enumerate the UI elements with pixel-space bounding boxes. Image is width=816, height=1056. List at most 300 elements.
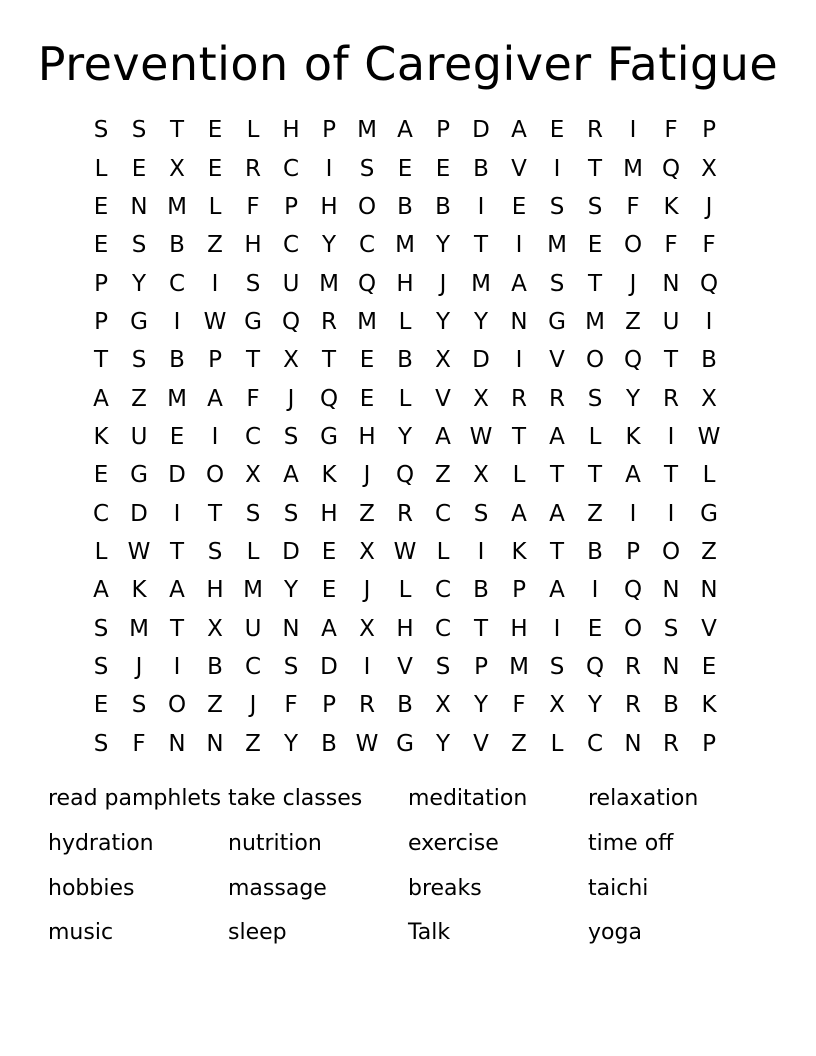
grid-letter[interactable]: E bbox=[435, 155, 451, 182]
grid-letter[interactable]: C bbox=[434, 577, 452, 604]
word-bank-item: yoga bbox=[588, 920, 642, 946]
grid-letter[interactable]: I bbox=[705, 308, 713, 335]
grid-letter[interactable]: T bbox=[549, 462, 565, 489]
grid-row bbox=[82, 264, 728, 302]
grid-letter[interactable]: S bbox=[131, 232, 147, 259]
grid-letter[interactable]: K bbox=[625, 423, 641, 450]
grid-letter[interactable]: I bbox=[173, 500, 181, 527]
grid-letter[interactable]: E bbox=[169, 423, 185, 450]
grid-letter[interactable]: M bbox=[167, 193, 187, 220]
grid-letter[interactable]: Y bbox=[587, 692, 603, 719]
grid-letter[interactable]: J bbox=[249, 692, 257, 719]
grid-letter[interactable]: M bbox=[509, 653, 529, 680]
grid-letter[interactable]: F bbox=[702, 232, 716, 259]
grid-letter[interactable]: E bbox=[93, 692, 109, 719]
grid-letter[interactable]: N bbox=[168, 730, 186, 757]
grid-letter[interactable]: T bbox=[207, 500, 223, 527]
grid-letter[interactable]: N bbox=[662, 270, 680, 297]
grid-letter[interactable]: J bbox=[363, 462, 371, 489]
grid-letter[interactable]: Y bbox=[435, 232, 451, 259]
grid-letter[interactable]: M bbox=[129, 615, 149, 642]
grid-letter[interactable]: Q bbox=[585, 653, 605, 680]
grid-letter[interactable]: I bbox=[629, 500, 637, 527]
grid-letter[interactable]: A bbox=[207, 385, 223, 412]
grid-letter[interactable]: P bbox=[626, 538, 640, 565]
grid-letter[interactable]: E bbox=[359, 385, 375, 412]
grid-letter[interactable]: Q bbox=[395, 462, 415, 489]
grid-letter[interactable]: X bbox=[207, 615, 223, 642]
grid-letter[interactable]: Y bbox=[397, 423, 413, 450]
grid-letter[interactable]: M bbox=[357, 308, 377, 335]
grid-letter[interactable]: L bbox=[398, 308, 412, 335]
grid-letter[interactable]: U bbox=[662, 308, 680, 335]
grid-letter[interactable]: Y bbox=[321, 232, 337, 259]
grid-letter[interactable]: F bbox=[246, 193, 260, 220]
grid-letter[interactable]: Y bbox=[435, 308, 451, 335]
grid-letter[interactable]: K bbox=[131, 577, 147, 604]
grid-letter[interactable]: J bbox=[705, 193, 713, 220]
grid-letter[interactable]: I bbox=[591, 577, 599, 604]
grid-letter[interactable]: T bbox=[549, 538, 565, 565]
grid-letter[interactable]: M bbox=[319, 270, 339, 297]
grid-letter[interactable]: F bbox=[284, 692, 298, 719]
grid-letter[interactable]: L bbox=[398, 385, 412, 412]
grid-letter[interactable]: Q bbox=[319, 385, 339, 412]
grid-letter[interactable]: X bbox=[701, 385, 717, 412]
grid-letter[interactable]: I bbox=[667, 423, 675, 450]
grid-letter[interactable]: C bbox=[282, 232, 300, 259]
grid-letter[interactable]: S bbox=[587, 385, 603, 412]
grid-letter[interactable]: D bbox=[320, 653, 338, 680]
grid-letter[interactable]: O bbox=[205, 462, 225, 489]
grid-letter[interactable]: O bbox=[623, 232, 643, 259]
grid-letter[interactable]: X bbox=[701, 155, 717, 182]
grid-letter[interactable]: O bbox=[357, 193, 377, 220]
grid-letter[interactable]: P bbox=[94, 308, 108, 335]
grid-letter[interactable]: S bbox=[283, 653, 299, 680]
grid-letter[interactable]: C bbox=[358, 232, 376, 259]
grid-letter[interactable]: W bbox=[697, 423, 721, 450]
grid-letter[interactable]: D bbox=[168, 462, 186, 489]
grid-letter[interactable]: E bbox=[207, 155, 223, 182]
grid-letter[interactable]: H bbox=[206, 577, 224, 604]
grid-letter[interactable]: C bbox=[434, 615, 452, 642]
grid-letter[interactable]: F bbox=[512, 692, 526, 719]
grid-letter[interactable]: S bbox=[663, 615, 679, 642]
grid-letter[interactable]: J bbox=[135, 653, 143, 680]
grid-letter[interactable]: S bbox=[245, 500, 261, 527]
grid-letter[interactable]: M bbox=[243, 577, 263, 604]
grid-letter[interactable]: S bbox=[587, 193, 603, 220]
grid-row bbox=[82, 418, 728, 456]
grid-letter[interactable]: C bbox=[434, 500, 452, 527]
grid-letter[interactable]: R bbox=[397, 500, 413, 527]
grid-letter[interactable]: Y bbox=[473, 692, 489, 719]
grid-letter[interactable]: H bbox=[244, 232, 262, 259]
grid-letter[interactable]: Z bbox=[587, 500, 603, 527]
grid-letter[interactable]: F bbox=[246, 385, 260, 412]
grid-letter[interactable]: R bbox=[587, 117, 603, 144]
grid-letter[interactable]: X bbox=[435, 347, 451, 374]
grid-letter[interactable]: A bbox=[511, 500, 527, 527]
grid-letter[interactable]: G bbox=[130, 308, 148, 335]
grid-letter[interactable]: O bbox=[623, 615, 643, 642]
grid-letter[interactable]: T bbox=[587, 155, 603, 182]
grid-letter[interactable]: E bbox=[131, 155, 147, 182]
grid-letter[interactable]: B bbox=[473, 577, 489, 604]
grid-letter[interactable]: J bbox=[363, 577, 371, 604]
grid-letter[interactable]: M bbox=[471, 270, 491, 297]
grid-letter[interactable]: M bbox=[585, 308, 605, 335]
grid-letter[interactable]: P bbox=[474, 653, 488, 680]
grid-letter[interactable]: E bbox=[549, 117, 565, 144]
grid-letter[interactable]: W bbox=[393, 538, 417, 565]
word-bank-item: hydration bbox=[48, 831, 154, 857]
grid-letter[interactable]: E bbox=[207, 117, 223, 144]
grid-letter[interactable]: E bbox=[397, 155, 413, 182]
grid-letter[interactable]: B bbox=[435, 193, 451, 220]
grid-letter[interactable]: G bbox=[320, 423, 338, 450]
grid-letter[interactable]: A bbox=[435, 423, 451, 450]
grid-letter[interactable]: K bbox=[701, 692, 717, 719]
grid-letter[interactable]: B bbox=[701, 347, 717, 374]
grid-letter[interactable]: S bbox=[93, 117, 109, 144]
grid-letter[interactable]: S bbox=[131, 117, 147, 144]
grid-letter[interactable]: Q bbox=[661, 155, 681, 182]
grid-letter[interactable]: Z bbox=[625, 308, 641, 335]
grid-letter[interactable]: K bbox=[93, 423, 109, 450]
grid-letter[interactable]: V bbox=[473, 730, 489, 757]
grid-letter[interactable]: L bbox=[436, 538, 450, 565]
grid-letter[interactable]: H bbox=[358, 423, 376, 450]
grid-letter[interactable]: B bbox=[321, 730, 337, 757]
grid-letter[interactable]: I bbox=[629, 117, 637, 144]
grid-letter[interactable]: S bbox=[245, 270, 261, 297]
grid-letter[interactable]: T bbox=[169, 538, 185, 565]
grid-letter[interactable]: K bbox=[511, 538, 527, 565]
grid-letter[interactable]: H bbox=[396, 270, 414, 297]
grid-letter[interactable]: I bbox=[553, 615, 561, 642]
grid-letter[interactable]: N bbox=[282, 615, 300, 642]
grid-letter[interactable]: D bbox=[472, 117, 490, 144]
grid-letter[interactable]: I bbox=[515, 232, 523, 259]
grid-letter[interactable]: G bbox=[700, 500, 718, 527]
grid-letter[interactable]: S bbox=[93, 730, 109, 757]
grid-letter[interactable]: T bbox=[473, 615, 489, 642]
grid-letter[interactable]: P bbox=[322, 117, 336, 144]
grid-letter[interactable]: F bbox=[626, 193, 640, 220]
grid-letter[interactable]: F bbox=[664, 117, 678, 144]
grid-letter[interactable]: A bbox=[283, 462, 299, 489]
grid-letter[interactable]: I bbox=[477, 538, 485, 565]
grid-letter[interactable]: V bbox=[435, 385, 451, 412]
grid-letter[interactable]: A bbox=[511, 270, 527, 297]
grid-letter[interactable]: T bbox=[93, 347, 109, 374]
grid-letter[interactable]: W bbox=[127, 538, 151, 565]
grid-letter[interactable]: S bbox=[93, 653, 109, 680]
grid-letter[interactable]: T bbox=[663, 347, 679, 374]
grid-letter[interactable]: H bbox=[320, 193, 338, 220]
grid-letter[interactable]: R bbox=[625, 653, 641, 680]
grid-letter[interactable]: M bbox=[357, 117, 377, 144]
grid-letter[interactable]: N bbox=[624, 730, 642, 757]
grid-letter[interactable]: S bbox=[549, 193, 565, 220]
grid-letter[interactable]: A bbox=[93, 577, 109, 604]
grid-letter[interactable]: S bbox=[549, 653, 565, 680]
grid-letter[interactable]: F bbox=[664, 232, 678, 259]
grid-letter[interactable]: Q bbox=[623, 577, 643, 604]
grid-letter[interactable]: F bbox=[132, 730, 146, 757]
grid-letter[interactable]: P bbox=[208, 347, 222, 374]
grid-letter[interactable]: T bbox=[473, 232, 489, 259]
grid-letter[interactable]: X bbox=[359, 615, 375, 642]
grid-letter[interactable]: P bbox=[322, 692, 336, 719]
grid-letter[interactable]: A bbox=[549, 500, 565, 527]
grid-letter[interactable]: I bbox=[363, 653, 371, 680]
grid-letter[interactable]: C bbox=[244, 423, 262, 450]
grid-letter[interactable]: T bbox=[321, 347, 337, 374]
grid-letter[interactable]: V bbox=[701, 615, 717, 642]
grid-letter[interactable]: Q bbox=[699, 270, 719, 297]
grid-letter[interactable]: Q bbox=[281, 308, 301, 335]
grid-letter[interactable]: T bbox=[587, 462, 603, 489]
grid-letter[interactable]: L bbox=[246, 117, 260, 144]
grid-letter[interactable]: S bbox=[207, 538, 223, 565]
grid-letter[interactable]: I bbox=[477, 193, 485, 220]
word-bank-item: taichi bbox=[588, 875, 649, 901]
grid-letter[interactable]: Z bbox=[511, 730, 527, 757]
grid-letter[interactable]: B bbox=[397, 347, 413, 374]
grid-letter[interactable]: R bbox=[549, 385, 565, 412]
grid-letter[interactable]: Q bbox=[623, 347, 643, 374]
grid-letter[interactable]: P bbox=[284, 193, 298, 220]
grid-letter[interactable]: L bbox=[550, 730, 564, 757]
grid-letter[interactable]: B bbox=[169, 347, 185, 374]
grid-letter[interactable]: T bbox=[663, 462, 679, 489]
grid-letter[interactable]: X bbox=[245, 462, 261, 489]
grid-letter[interactable]: A bbox=[169, 577, 185, 604]
grid-letter[interactable]: A bbox=[93, 385, 109, 412]
grid-letter[interactable]: B bbox=[587, 538, 603, 565]
grid-letter[interactable]: Z bbox=[207, 692, 223, 719]
grid-letter[interactable]: N bbox=[662, 653, 680, 680]
grid-letter[interactable]: O bbox=[167, 692, 187, 719]
grid-letter[interactable]: O bbox=[585, 347, 605, 374]
grid-letter[interactable]: B bbox=[663, 692, 679, 719]
grid-letter[interactable]: D bbox=[130, 500, 148, 527]
grid-letter[interactable]: S bbox=[435, 653, 451, 680]
grid-letter[interactable]: R bbox=[321, 308, 337, 335]
grid-letter[interactable]: Y bbox=[283, 577, 299, 604]
grid-letter[interactable]: N bbox=[206, 730, 224, 757]
grid-letter[interactable]: I bbox=[211, 270, 219, 297]
grid-letter[interactable]: R bbox=[511, 385, 527, 412]
grid-letter[interactable]: S bbox=[549, 270, 565, 297]
word-bank-item: take classes bbox=[228, 786, 363, 812]
grid-letter[interactable]: C bbox=[282, 155, 300, 182]
grid-letter[interactable]: H bbox=[282, 117, 300, 144]
grid-letter[interactable]: C bbox=[586, 730, 604, 757]
grid-letter[interactable]: B bbox=[473, 155, 489, 182]
grid-letter[interactable]: U bbox=[282, 270, 300, 297]
grid-letter[interactable]: V bbox=[549, 347, 565, 374]
grid-letter[interactable]: S bbox=[359, 155, 375, 182]
grid-letter[interactable]: C bbox=[168, 270, 186, 297]
grid-letter[interactable]: A bbox=[625, 462, 641, 489]
grid-letter[interactable]: T bbox=[169, 615, 185, 642]
grid-letter[interactable]: B bbox=[207, 653, 223, 680]
grid-letter[interactable]: P bbox=[512, 577, 526, 604]
grid-letter[interactable]: M bbox=[167, 385, 187, 412]
grid-letter[interactable]: E bbox=[587, 232, 603, 259]
grid-letter[interactable]: X bbox=[473, 462, 489, 489]
grid-letter[interactable]: T bbox=[511, 423, 527, 450]
grid-letter[interactable]: S bbox=[131, 692, 147, 719]
grid-letter[interactable]: R bbox=[663, 730, 679, 757]
grid-letter[interactable]: X bbox=[473, 385, 489, 412]
grid-letter[interactable]: C bbox=[244, 653, 262, 680]
grid-letter[interactable]: V bbox=[511, 155, 527, 182]
grid-letter[interactable]: X bbox=[169, 155, 185, 182]
grid-letter[interactable]: E bbox=[701, 653, 717, 680]
grid-letter[interactable]: X bbox=[435, 692, 451, 719]
grid-letter[interactable]: G bbox=[548, 308, 566, 335]
grid-letter[interactable]: S bbox=[283, 500, 299, 527]
grid-letter[interactable]: H bbox=[396, 615, 414, 642]
grid-letter[interactable]: X bbox=[283, 347, 299, 374]
grid-letter[interactable]: P bbox=[94, 270, 108, 297]
grid-letter[interactable]: Y bbox=[473, 308, 489, 335]
grid-letter[interactable]: L bbox=[208, 193, 222, 220]
grid-letter[interactable]: E bbox=[321, 577, 337, 604]
grid-letter[interactable]: G bbox=[244, 308, 262, 335]
grid-letter[interactable]: A bbox=[549, 577, 565, 604]
grid-letter[interactable]: B bbox=[169, 232, 185, 259]
grid-letter[interactable]: E bbox=[321, 538, 337, 565]
grid-letter[interactable]: H bbox=[320, 500, 338, 527]
grid-letter[interactable]: E bbox=[93, 462, 109, 489]
grid-letter[interactable]: E bbox=[511, 193, 527, 220]
grid-letter[interactable]: J bbox=[629, 270, 637, 297]
grid-letter[interactable]: J bbox=[287, 385, 295, 412]
grid-letter[interactable]: I bbox=[515, 347, 523, 374]
grid-letter[interactable]: S bbox=[473, 500, 489, 527]
grid-letter[interactable]: N bbox=[510, 308, 528, 335]
grid-letter[interactable]: P bbox=[702, 117, 716, 144]
grid-letter[interactable]: Y bbox=[131, 270, 147, 297]
grid-letter[interactable]: N bbox=[130, 193, 148, 220]
grid-letter[interactable]: R bbox=[625, 692, 641, 719]
grid-letter[interactable]: I bbox=[173, 653, 181, 680]
grid-letter[interactable]: Z bbox=[245, 730, 261, 757]
grid-letter[interactable]: M bbox=[547, 232, 567, 259]
grid-letter[interactable]: O bbox=[661, 538, 681, 565]
grid-letter[interactable]: D bbox=[282, 538, 300, 565]
grid-letter[interactable]: Z bbox=[207, 232, 223, 259]
grid-letter[interactable]: M bbox=[623, 155, 643, 182]
grid-letter[interactable]: A bbox=[549, 423, 565, 450]
grid-letter[interactable]: R bbox=[359, 692, 375, 719]
grid-letter[interactable]: L bbox=[94, 155, 108, 182]
grid-letter[interactable]: P bbox=[702, 730, 716, 757]
grid-letter[interactable]: W bbox=[203, 308, 227, 335]
grid-letter[interactable]: X bbox=[359, 538, 375, 565]
grid-letter[interactable]: A bbox=[397, 117, 413, 144]
grid-letter[interactable]: H bbox=[510, 615, 528, 642]
grid-letter[interactable]: M bbox=[395, 232, 415, 259]
grid-letter[interactable]: T bbox=[587, 270, 603, 297]
grid-letter[interactable]: U bbox=[244, 615, 262, 642]
grid-letter[interactable]: N bbox=[700, 577, 718, 604]
grid-letter[interactable]: E bbox=[93, 193, 109, 220]
grid-letter[interactable]: K bbox=[663, 193, 679, 220]
grid-letter[interactable]: D bbox=[472, 347, 490, 374]
letter-grid[interactable] bbox=[82, 111, 728, 763]
grid-letter[interactable]: T bbox=[245, 347, 261, 374]
grid-letter[interactable]: V bbox=[397, 653, 413, 680]
grid-letter[interactable]: I bbox=[173, 308, 181, 335]
grid-letter[interactable]: L bbox=[398, 577, 412, 604]
grid-letter[interactable]: L bbox=[588, 423, 602, 450]
grid-letter[interactable]: W bbox=[355, 730, 379, 757]
grid-letter[interactable]: T bbox=[169, 117, 185, 144]
grid-letter[interactable]: Q bbox=[357, 270, 377, 297]
grid-letter[interactable]: I bbox=[667, 500, 675, 527]
grid-letter[interactable]: X bbox=[549, 692, 565, 719]
grid-letter[interactable]: A bbox=[321, 615, 337, 642]
grid-letter[interactable]: E bbox=[587, 615, 603, 642]
word-bank-item: Talk bbox=[408, 920, 451, 946]
grid-letter[interactable]: G bbox=[130, 462, 148, 489]
grid-letter[interactable]: C bbox=[92, 500, 110, 527]
grid-letter[interactable]: K bbox=[321, 462, 337, 489]
grid-letter[interactable]: I bbox=[553, 155, 561, 182]
grid-letter[interactable]: L bbox=[512, 462, 526, 489]
grid-letter[interactable]: J bbox=[439, 270, 447, 297]
grid-letter[interactable]: I bbox=[211, 423, 219, 450]
grid-letter[interactable]: Z bbox=[701, 538, 717, 565]
grid-letter[interactable]: S bbox=[93, 615, 109, 642]
grid-row bbox=[82, 303, 728, 341]
word-bank-item: time off bbox=[588, 831, 674, 857]
grid-letter[interactable]: S bbox=[131, 347, 147, 374]
grid-letter[interactable]: L bbox=[702, 462, 716, 489]
grid-row bbox=[82, 609, 728, 647]
grid-letter[interactable]: S bbox=[283, 423, 299, 450]
grid-letter[interactable]: Y bbox=[283, 730, 299, 757]
grid-letter[interactable]: L bbox=[246, 538, 260, 565]
grid-letter[interactable]: Z bbox=[131, 385, 147, 412]
grid-letter[interactable]: W bbox=[469, 423, 493, 450]
grid-letter[interactable]: Y bbox=[625, 385, 641, 412]
grid-letter[interactable]: B bbox=[397, 692, 413, 719]
grid-letter[interactable]: N bbox=[662, 577, 680, 604]
grid-letter[interactable]: R bbox=[663, 385, 679, 412]
grid-letter[interactable]: B bbox=[397, 193, 413, 220]
grid-letter[interactable]: P bbox=[436, 117, 450, 144]
grid-letter[interactable]: U bbox=[130, 423, 148, 450]
grid-letter[interactable]: E bbox=[93, 232, 109, 259]
grid-letter[interactable]: I bbox=[325, 155, 333, 182]
grid-letter[interactable]: L bbox=[94, 538, 108, 565]
grid-letter[interactable]: A bbox=[511, 117, 527, 144]
grid-letter[interactable]: R bbox=[245, 155, 261, 182]
grid-letter[interactable]: Z bbox=[435, 462, 451, 489]
grid-letter[interactable]: E bbox=[359, 347, 375, 374]
grid-letter[interactable]: Y bbox=[435, 730, 451, 757]
grid-letter[interactable]: G bbox=[396, 730, 414, 757]
grid-letter[interactable]: Z bbox=[359, 500, 375, 527]
